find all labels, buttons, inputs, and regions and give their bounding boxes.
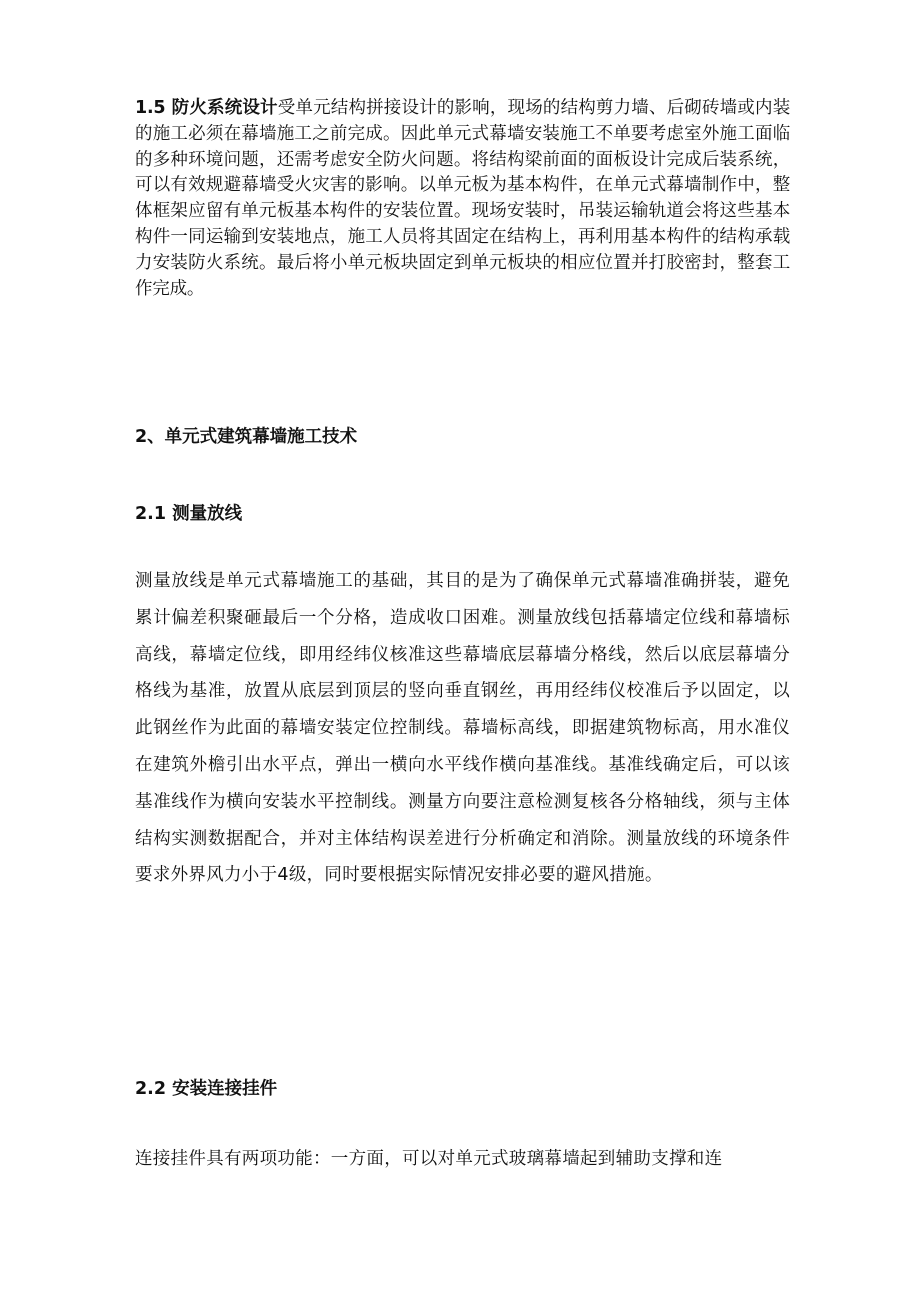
section-2-1-heading: 2.1 测量放线 bbox=[135, 504, 243, 524]
section-2-2-heading: 2.2 安装连接挂件 bbox=[135, 1079, 278, 1099]
chapter-2-heading: 2、单元式建筑幕墙施工技术 bbox=[135, 427, 358, 447]
section-2-1-paragraph: 测量放线是单元式幕墙施工的基础，其目的是为了确保单元式幕墙准确拼装，避免累计偏差积聚砸最后一个分格，造成收口困难。测量放线包括幕墙定位线和幕墙标高线，幕墙定位线，即用经纬仪核准这些幕墙底层幕墙分格线，然后以底层幕墙分格线为基准，放置从底层到顶层的竖向垂直钢丝，再用经纬仪校准后予以固定，以此钢丝作为此面的幕墙安装定位控制线。幕墙标高线，即据建筑物标高，用水准仪在建筑外檐引出水平点，弹出一横向水平线作横向基准线。基准线确定后，可以该基准线作为横向安装水平控制线。测量方向要注意检测复核各分格轴线，须与主体结构实测数据配合，并对主体结构误差进行分析确定和消除。测量放线的环境条件要求外界风力小于4级，同时要根据实际情况安排必要的避风措施。 bbox=[135, 571, 790, 886]
section-1-5-paragraph bbox=[135, 96, 790, 302]
section-1-5-heading: 1.5 防火系统设计 bbox=[135, 98, 278, 118]
section-2-2-paragraph: 连接挂件具有两项功能：一方面，可以对单元式玻璃幕墙起到辅助支撑和连 bbox=[135, 1149, 723, 1169]
section-1-5-text: 受单元结构拼接设计的影响，现场的结构剪力墙、后砌砖墙或内装的施工必须在幕墙施工之前完成。因此单元式幕墙安装施工不单要考虑室外施工面临的多种环境问题，还需考虑安全防火问题。将结构梁前面的面板设计完成后装系统，可以有效规避幕墙受火灾害的影响。以单元板为基本构件，在单元式幕墙制作中，整体框架应留有单元板基本构件的安装位置。现场安装时，吊装运输轨道会将这些基本构件一同运输到安装地点，施工人员将其固定在结构上，再利用基本构件的结构承载力安装防火系统。最后将小单元板块固定到单元板块的相应位置并打胶密封，整套工作完成。 bbox=[135, 98, 790, 299]
